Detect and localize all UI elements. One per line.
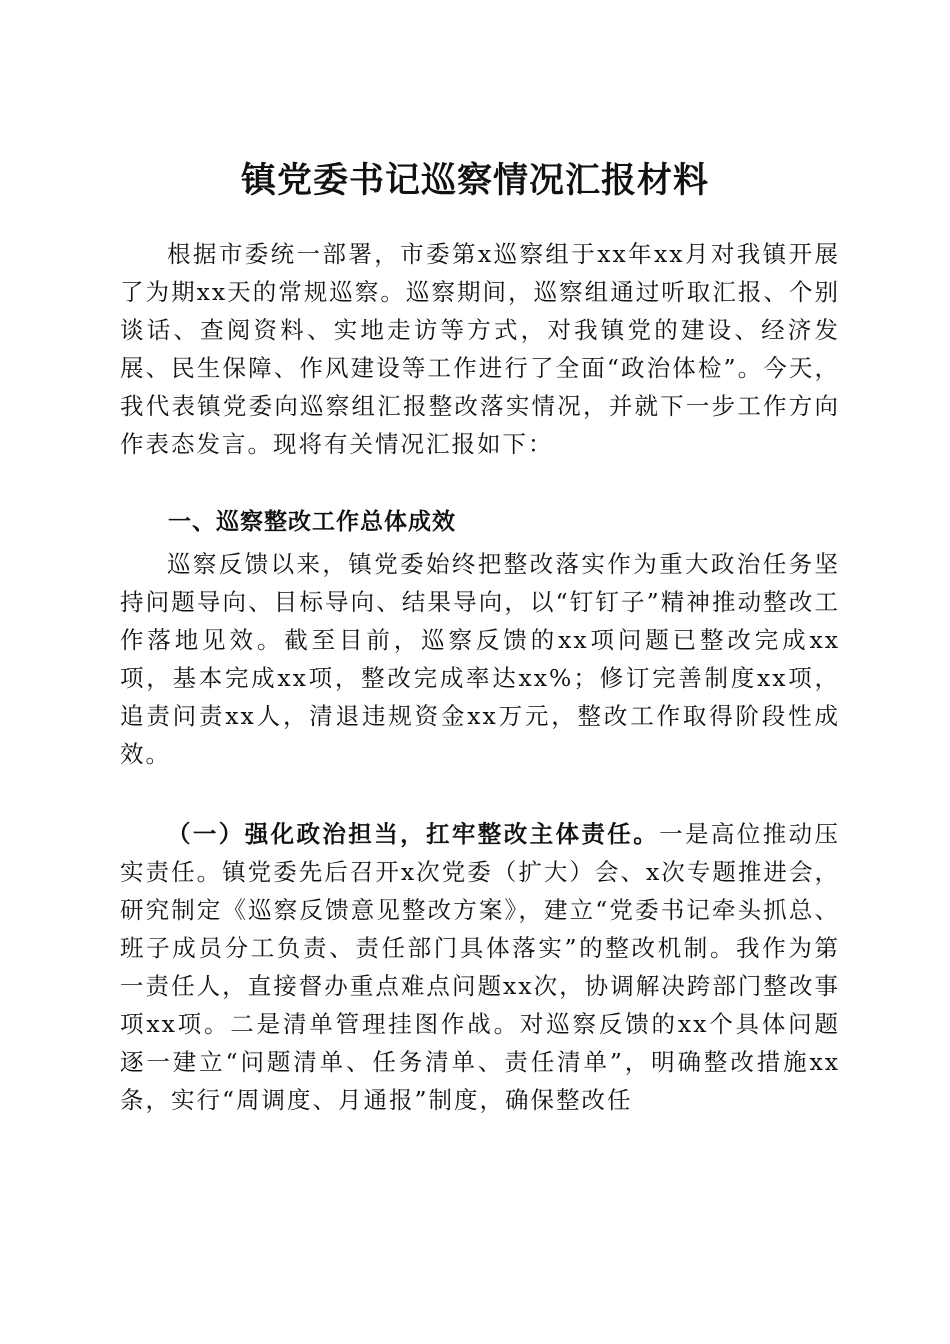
intro-paragraph: 根据市委统一部署，市委第x巡察组于xx年xx月对我镇开展了为期xx天的常规巡察。巡察期间，巡察组通过听取汇报、个别谈话、查阅资料、实地走访等方式，对我镇党的建设、经济发展、民生保障、作风建设等工作进行了全面“政治体检”。今天，我代表镇党委向巡察组汇报整改落实情况，并就下一步工作方向作表态发言。现将有关情况汇报如下：	[120, 240, 840, 458]
section-heading-1: 一、巡察整改工作总体成效	[168, 509, 456, 535]
subsection-1-paragraph	[120, 815, 840, 1119]
subsection-1-body: 一是高位推动压实责任。镇党委先后召开x次党委（扩大）会、x次专题推进会，研究制定《巡察反馈意见整改方案》，建立“党委书记牵头抓总、班子成员分工负责、责任部门具体落实”的整改机制。我作为第一责任人，直接督办重点难点问题xx次，协调解决跨部门整改事项xx项。二是清单管理挂图作战。对巡察反馈的xx个具体问题逐一建立“问题清单、任务清单、责任清单”，明确整改措施xx条，实行“周调度、月通报”制度，确保整改任	[120, 820, 841, 1114]
document-title: 镇党委书记巡察情况汇报材料	[240, 160, 709, 202]
subsection-1-lead: （一）强化政治担当，扛牢整改主体责任。	[167, 820, 660, 848]
summary-paragraph: 巡察反馈以来，镇党委始终把整改落实作为重大政治任务坚持问题导向、目标导向、结果导向，以“钉钉子”精神推动整改工作落地见效。截至目前，巡察反馈的xx项问题已整改完成xx项，基本完成xx项，整改完成率达xx%；修订完善制度xx项，追责问责xx人，清退违规资金xx万元，整改工作取得阶段性成效。	[120, 550, 840, 768]
